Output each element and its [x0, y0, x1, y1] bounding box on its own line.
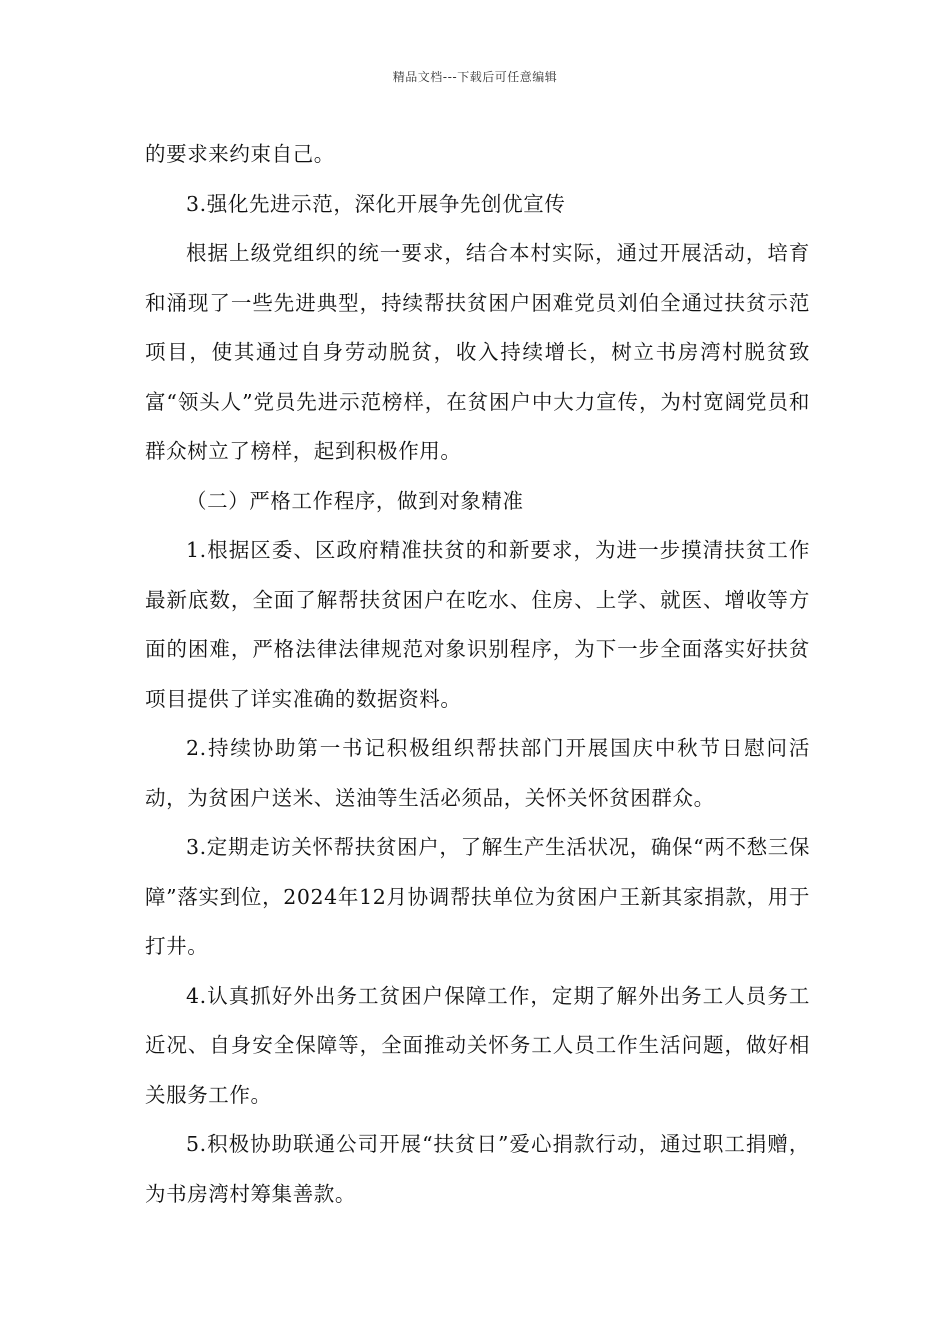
paragraph-advanced-models: 根据上级党组织的统一要求，结合本村实际，通过开展活动，培育和涌现了一些先进典型，持续帮扶贫困户困难党员刘伯全通过扶贫示范项目，使其通过自身劳动脱贫，收入持续增长，树立书房湾村脱贫致富“领头人”党员先进示范榜样，在贫困户中大力宣传，为村宽阔党员和群众树立了榜样，起到积极作用。	[145, 241, 810, 463]
document-body	[145, 130, 810, 1219]
paragraph-item-2: 2.持续协助第一书记积极组织帮扶部门开展国庆中秋节日慰问活动，为贫困户送米、送油等生活必须品，关怀关怀贫困群众。	[145, 736, 810, 810]
paragraph-item-5: 5.积极协助联通公司开展“扶贫日”爱心捐款行动，通过职工捐赠，为书房湾村筹集善款。	[145, 1132, 810, 1206]
paragraph-item-3: 3.定期走访关怀帮扶贫困户，了解生产生活状况，确保“两不愁三保障”落实到位，2024年12月协调帮扶单位为贫困户王新其家捐款，用于打井。	[145, 835, 810, 958]
paragraph-item-1: 1.根据区委、区政府精准扶贫的和新要求，为进一步摸清扶贫工作最新底数，全面了解帮扶贫困户在吃水、住房、上学、就医、增收等方面的困难，严格法律法律规范对象识别程序，为下一步全面落实好扶贫项目提供了详实准确的数据资料。	[145, 538, 810, 711]
heading-strengthen-demonstration: 3.强化先进示范，深化开展争先创优宣传	[186, 191, 566, 216]
heading-work-procedure: （二）严格工作程序，做到对象精准	[186, 488, 524, 513]
paragraph-item-4: 4.认真抓好外出务工贫困户保障工作，定期了解外出务工人员务工近况、自身安全保障等，全面推动关怀务工人员工作生活问题，做好相关服务工作。	[145, 983, 810, 1107]
paragraph-continuation: 的要求来约束自己。	[145, 142, 335, 166]
page-header: 精品文档---下载后可任意编辑	[392, 70, 558, 84]
